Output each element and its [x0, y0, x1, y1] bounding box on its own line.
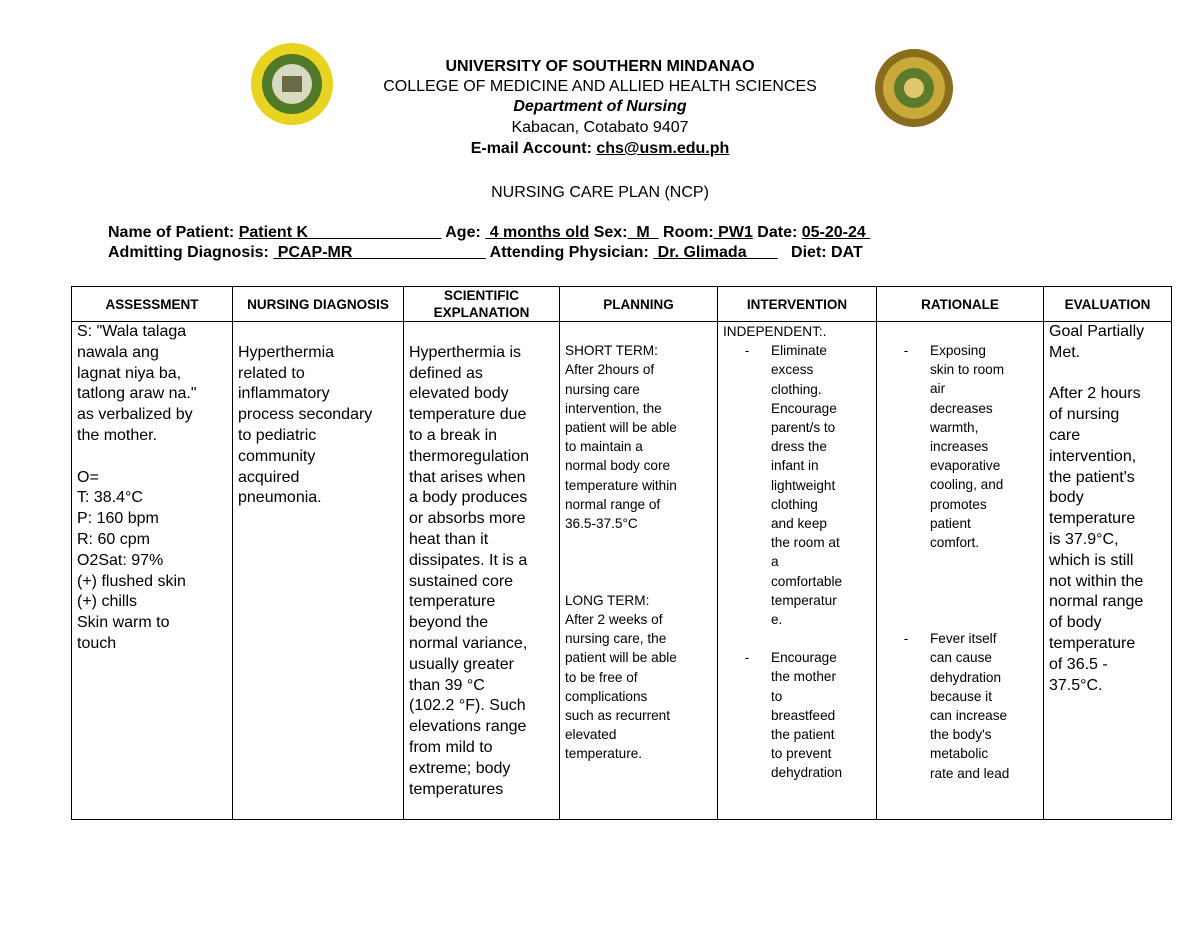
- age-label: Age:: [441, 224, 486, 241]
- diet: DAT: [831, 244, 863, 261]
- header-intervention: INTERVENTION: [718, 287, 877, 322]
- rationale-cell: [877, 322, 1044, 820]
- nursing-diagnosis-cell: Hyperthermia related to inflammatory process secondary to pediatric community acquired pneumonia.: [233, 322, 404, 820]
- name-label: Name of Patient:: [108, 224, 239, 241]
- patient-info-line-1: [108, 224, 870, 242]
- patient-info-line-2: [108, 244, 863, 262]
- patient-room: PW1: [713, 224, 753, 241]
- diet-label: Diet:: [777, 244, 832, 261]
- admitting-diagnosis: PCAP-MR: [273, 244, 486, 261]
- email-label: E-mail Account:: [470, 140, 597, 157]
- room-label: Room:: [658, 224, 714, 241]
- date-label: Date:: [752, 224, 802, 241]
- college-name: COLLEGE OF MEDICINE AND ALLIED HEALTH SCIENCES: [383, 78, 817, 95]
- physician-label: Attending Physician:: [485, 244, 654, 261]
- department-name: Department of Nursing: [513, 98, 687, 115]
- planning-cell: SHORT TERM: After 2hours of nursing care intervention, the patient will be able to maintain a normal body core temperature within normal range of 36.5-37.5°C LONG TERM: After 2 weeks of nursing care, the patient will be able to be free of complications such as recurrent elevated temperature.: [560, 322, 718, 820]
- document-title: NURSING CARE PLAN (NCP): [491, 184, 709, 201]
- intervention-item: - Encourage the mother to breastfeed the patient to prevent dehydration: [723, 648, 871, 782]
- sex-label: Sex:: [589, 224, 628, 241]
- care-plan-table: [71, 286, 1172, 820]
- address: Kabacan, Cotabato 9407: [511, 119, 689, 136]
- email-link[interactable]: chs@usm.edu.ph: [596, 140, 730, 157]
- header-assessment: ASSESSMENT: [72, 287, 233, 322]
- patient-age: 4 months old: [485, 224, 590, 241]
- rationale-text: Exposing skin to room air decreases warmth, increases evaporative cooling, and promotes patient comfort.: [930, 343, 1005, 551]
- attending-physician: Dr. Glimada: [653, 244, 778, 261]
- header-scientific-explanation: SCIENTIFIC EXPLANATION: [404, 287, 560, 322]
- intervention-text: Eliminate excess clothing. Encourage parent/s to dress the infant in lightweight clothing and keep the room at a comfortable temperatur e.: [771, 343, 843, 628]
- rationale-item: - Exposing skin to room air decreases warmth, increases evaporative cooling, and promotes patient comfort.: [882, 341, 1038, 552]
- header-nursing-diagnosis: NURSING DIAGNOSIS: [233, 287, 404, 322]
- rationale-text: Fever itself can cause dehydration because it can increase the body's metabolic rate and lead: [930, 631, 1010, 781]
- diagnosis-label: Admitting Diagnosis:: [108, 244, 274, 261]
- intervention-title: INDEPENDENT:.: [723, 324, 827, 339]
- table-header-row: [72, 287, 1172, 322]
- header-planning: PLANNING: [560, 287, 718, 322]
- header-evaluation: EVALUATION: [1044, 287, 1172, 322]
- intervention-cell: [718, 322, 877, 820]
- patient-sex: M: [627, 224, 659, 241]
- intervention-text: Encourage the mother to breastfeed the patient to prevent dehydration: [771, 650, 843, 781]
- table-row: [72, 322, 1172, 820]
- patient-name: Patient K: [238, 224, 442, 241]
- evaluation-cell: Goal Partially Met. After 2 hours of nursing care intervention, the patient's body temperature is 37.9°C, which is still not within the normal range of body temperature of 36.5 - 37.5°C.: [1044, 322, 1172, 820]
- patient-date: 05-20-24: [801, 224, 871, 241]
- university-name: UNIVERSITY OF SOUTHERN MINDANAO: [445, 58, 755, 75]
- intervention-item: - Eliminate excess clothing. Encourage parent/s to dress the infant in lightweight clothing and keep the room at a comfortable temperatur e.: [723, 341, 871, 629]
- rationale-item: - Fever itself can cause dehydration because it can increase the body's metabolic rate and lead: [882, 629, 1038, 783]
- scientific-explanation-cell: Hyperthermia is defined as elevated body temperature due to a break in thermoregulation that arises when a body produces or absorbs more heat than it dissipates. It is a sustained core temperature beyond the normal variance, usually greater than 39 °C (102.2 °F). Such elevations range from mild to extreme; body temperatures: [404, 322, 560, 820]
- email-line: [0, 139, 1200, 159]
- header-rationale: RATIONALE: [877, 287, 1044, 322]
- assessment-cell: S: "Wala talaga nawala ang lagnat niya ba, tatlong araw na." as verbalized by the mother. O= T: 38.4°C P: 160 bpm R: 60 cpm O2Sat: 97% (+) flushed skin (+) chills Skin warm to touch: [72, 322, 233, 820]
